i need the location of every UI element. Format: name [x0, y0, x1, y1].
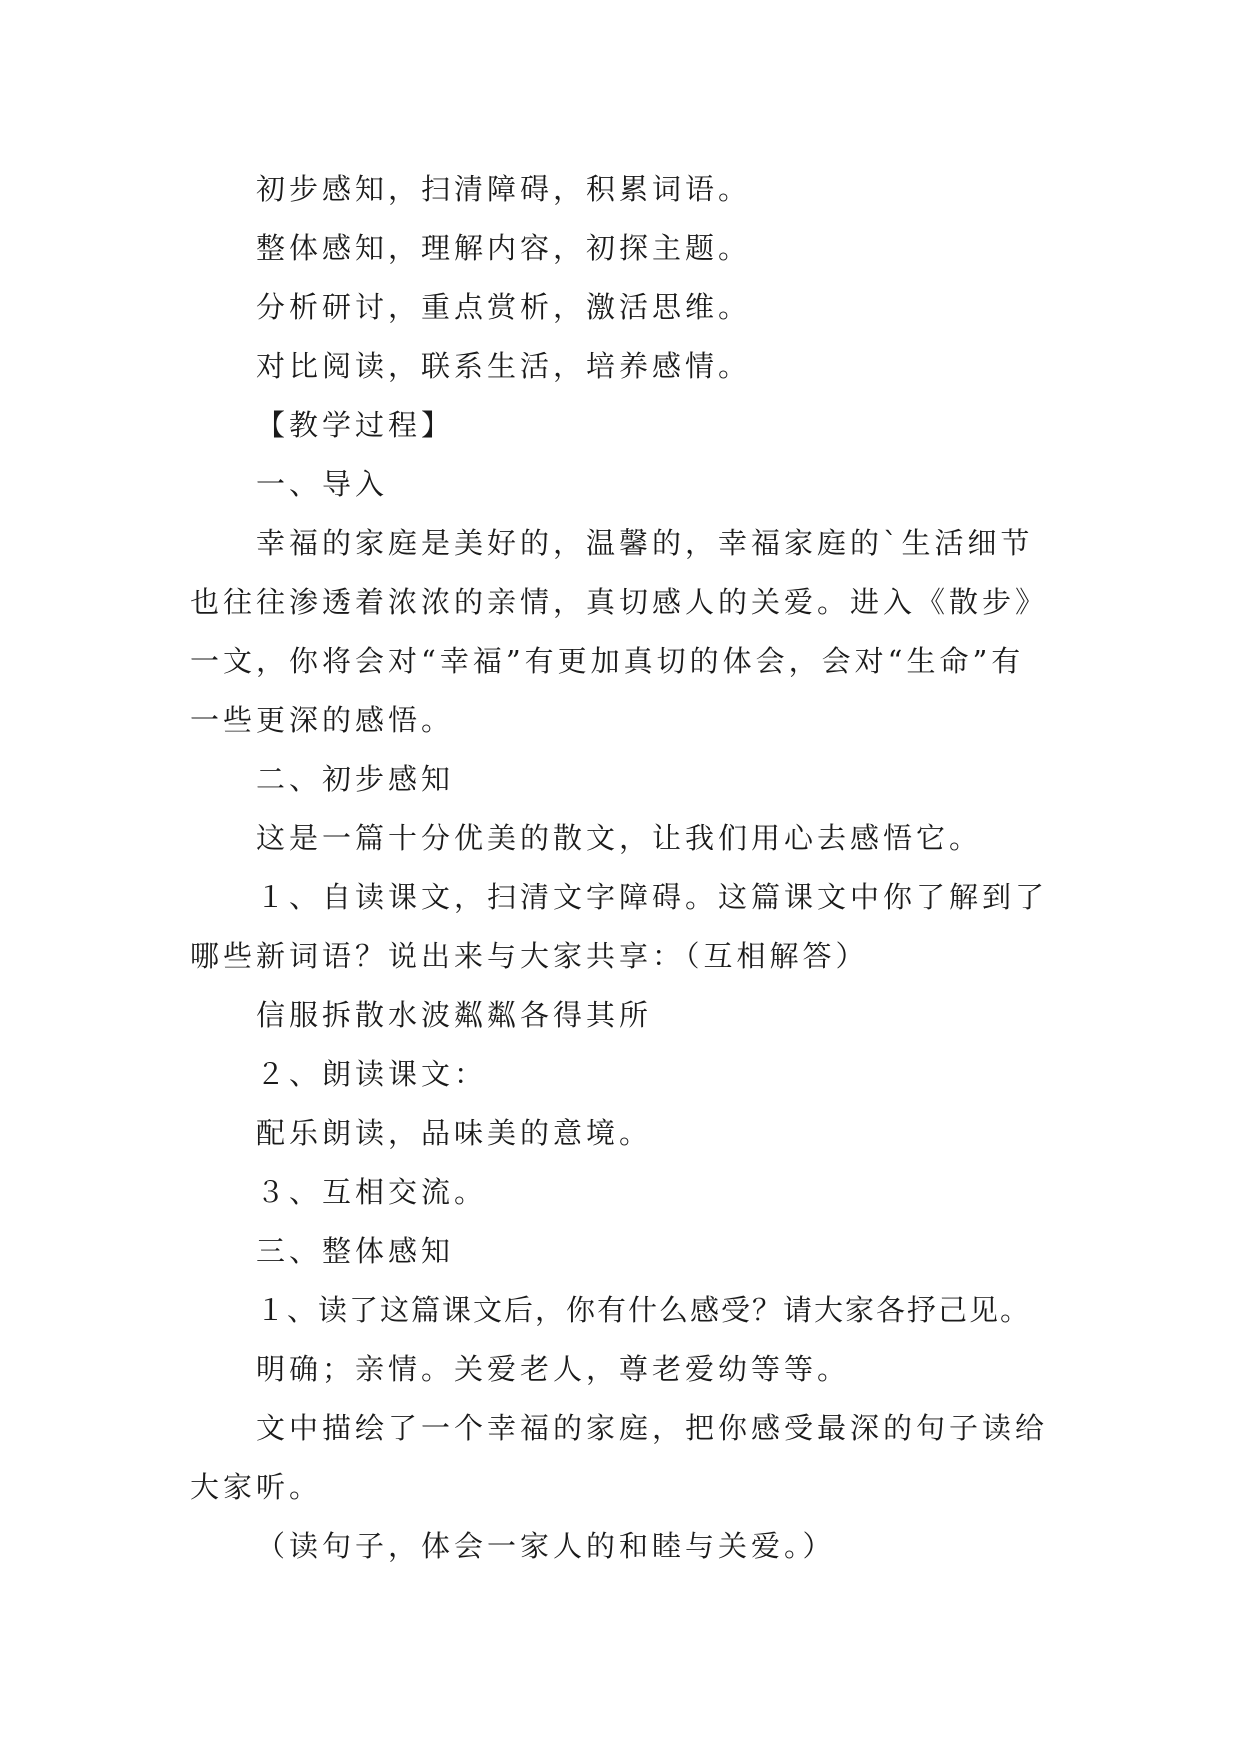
teaching-process-heading: 【教学过程】 — [256, 408, 455, 442]
section-heading-overall: 三、整体感知 — [256, 1234, 455, 1268]
document-body — [190, 160, 1050, 1576]
answer-item-1: 明确；亲情。关爱老人，尊老爱幼等等。 — [256, 1352, 851, 1386]
task-item-1: １、自读课文，扫清文字障碍。这篇课文中你了解到了哪些新词语？说出来与大家共享：（互相解答） — [190, 880, 1049, 973]
section-heading-first-impression: 二、初步感知 — [256, 762, 455, 796]
vocabulary-list: 信服拆散水波粼粼各得其所 — [256, 998, 653, 1032]
task-item-2-detail: 配乐朗读，品味美的意境。 — [256, 1116, 653, 1150]
task-item-3: ３、互相交流。 — [256, 1175, 488, 1209]
teaching-goal-2: 整体感知，理解内容，初探主题。 — [256, 231, 752, 265]
teaching-goal-1: 初步感知，扫清障碍，积累词语。 — [256, 172, 752, 206]
question-item-2: 文中描绘了一个幸福的家庭，把你感受最深的句子读给大家听。 — [190, 1411, 1049, 1504]
teaching-goal-3: 分析研讨，重点赏析，激活思维。 — [256, 290, 752, 324]
intro-paragraph: 幸福的家庭是美好的，温馨的，幸福家庭的`生活细节也往往渗透着浓浓的亲情，真切感人的关爱。进入《散步》一文，你将会对“幸福”有更加真切的体会，会对“生命”有一些更深的感悟。 — [190, 526, 1049, 737]
section-lead-text: 这是一篇十分优美的散文，让我们用心去感悟它。 — [256, 821, 983, 855]
section-heading-intro: 一、导入 — [256, 467, 389, 501]
question-item-1: １、读了这篇课文后，你有什么感受？请大家各抒己见。 — [256, 1293, 1032, 1327]
task-item-2: ２、朗读课文： — [256, 1057, 488, 1091]
note-item-1: （读句子，体会一家人的和睦与关爱。） — [256, 1529, 836, 1563]
teaching-goal-4: 对比阅读，联系生活，培养感情。 — [256, 349, 752, 383]
